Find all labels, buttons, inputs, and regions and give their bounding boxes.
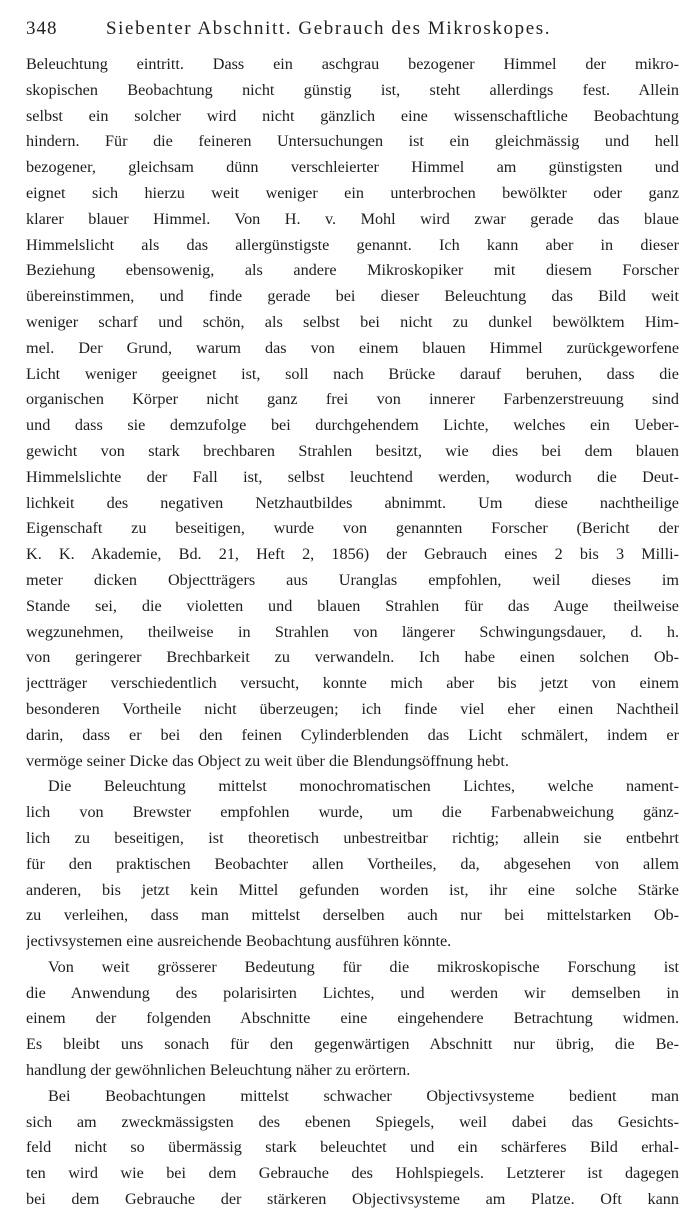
text-line: mel. Der Grund, warum das von einem blauen Himmel zurückgeworfene <box>26 338 679 357</box>
text-line: Beleuchtung eintritt. Dass ein aschgrau bezogener Himmel der mikro- <box>26 55 679 73</box>
text-line: hindern. Für die feineren Untersuchungen ist ein gleichmässig und hell <box>26 132 679 151</box>
text-line: wegzunehmen, theilweise in Strahlen von längerer Schwingungsdauer, d. h. <box>26 622 679 641</box>
text-line: jectträger verschiedentlich versucht, konnte mich aber bis jetzt von einem <box>26 674 679 693</box>
text-line: vermöge seiner Dicke das Object zu weit über die Blendungsöffnung hebt. <box>26 751 509 770</box>
text-line: zu verleihen, dass man mittelst derselben auch nur bei mittelstarken Ob- <box>26 906 679 925</box>
text-line: Stande sei, die violetten und blauen Strahlen für das Auge theilweise <box>26 596 679 615</box>
text-line: Von weit grösserer Bedeutung für die mikroskopische Forschung ist <box>48 957 679 976</box>
text-line: Eigenschaft zu beseitigen, wurde von genannten Forscher (Bericht der <box>26 519 679 538</box>
text-line: darin, dass er bei den feinen Cylinderblenden das Licht schmälert, indem er <box>26 725 679 744</box>
text-line: ten wird wie bei dem Gebrauche des Hohlspiegels. Letzterer ist dagegen <box>26 1164 679 1183</box>
text-line: bezogener, gleichsam dünn verschleierter Himmel am günstigsten und <box>26 158 679 177</box>
page-number: 348 <box>26 18 58 39</box>
text-line: Es bleibt uns sonach für den gegenwärtigen Abschnitt nur übrig, die Be- <box>26 1035 679 1054</box>
text-line: lich von Brewster empfohlen wurde, um die Farbenabweichung gänz- <box>26 803 679 822</box>
text-line: gewicht von stark brechbaren Strahlen besitzt, wie dies bei dem blauen <box>26 441 679 460</box>
text-line: die Anwendung des polarisirten Lichtes, und werden wir demselben in <box>26 983 679 1002</box>
text-line: skopischen Beobachtung nicht günstig ist, steht allerdings fest. Allein <box>26 80 679 99</box>
text-line: meter dicken Objectträgers aus Uranglas empfohlen, weil dieses im <box>26 570 679 589</box>
running-head: Siebenter Abschnitt. Gebrauch des Mikroskopes. <box>106 18 552 39</box>
text-line: organischen Körper nicht ganz frei von innerer Farbenzerstreuung sind <box>26 390 679 409</box>
text-line: einem der folgenden Abschnitte eine eingehendere Betrachtung widmen. <box>26 1009 679 1028</box>
text-line: und dass sie demzufolge bei durchgehendem Lichte, welches ein Ueber- <box>26 416 679 435</box>
text-line: Die Beleuchtung mittelst monochromatischen Lichtes, welche nament- <box>48 777 679 796</box>
text-line: weniger scharf und schön, als selbst bei nicht zu dunkel bewölktem Him- <box>26 312 679 331</box>
text-line: eignet sich hierzu weit weniger ein unterbrochen bewölkter oder ganz <box>26 183 679 202</box>
text-line: anderen, bis jetzt kein Mittel gefunden worden ist, ihr eine solche Stärke <box>26 880 679 899</box>
page-header <box>26 18 679 52</box>
text-line: Bei Beobachtungen mittelst schwacher Objectivsysteme bedient man <box>48 1086 679 1105</box>
text-line: bei dem Gebrauche der stärkeren Objectivsysteme am Platze. Oft kann <box>26 1190 679 1209</box>
text-line: handlung der gewöhnlichen Beleuchtung näher zu erörtern. <box>26 1061 411 1080</box>
text-line: K. K. Akademie, Bd. 21, Heft 2, 1856) der Gebrauch eines 2 bis 3 Milli- <box>26 545 679 564</box>
text-line: feld nicht so übermässig stark beleuchtet und ein schärferes Bild erhal- <box>26 1138 679 1157</box>
text-line: für den praktischen Beobachter allen Vortheiles, da, abgesehen von allem <box>26 854 679 873</box>
text-line: übereinstimmen, und finde gerade bei dieser Beleuchtung das Bild weit <box>26 287 679 306</box>
text-line: Beziehung ebensowenig, als andere Mikroskopiker mit diesem Forscher <box>26 261 679 280</box>
text-line: sich am zweckmässigsten des ebenen Spiegels, weil dabei das Gesichts- <box>26 1112 679 1131</box>
text-line: Himmelslichte der Fall ist, selbst leuchtend werden, wodurch die Deut- <box>26 467 679 486</box>
text-line: jectivsystemen eine ausreichende Beobachtung ausführen könnte. <box>26 932 452 951</box>
text-line: Himmelslicht als das allergünstigste genannt. Ich kann aber in dieser <box>26 235 679 254</box>
text-line: klarer blauer Himmel. Von H. v. Mohl wird zwar gerade das blaue <box>26 209 679 228</box>
text-line: lich zu beseitigen, ist theoretisch unbestreitbar richtig; allein sie entbehrt <box>26 828 679 847</box>
text-line: lichkeit des negativen Netzhautbildes abnimmt. Um diese nachtheilige <box>26 493 679 512</box>
text-line: von geringerer Brechbarkeit zu verwandeln. Ich habe einen solchen Ob- <box>26 648 679 667</box>
text-line: Licht weniger geeignet ist, soll nach Brücke darauf beruhen, dass die <box>26 364 679 383</box>
body-text <box>26 52 679 1213</box>
text-line: selbst ein solcher wird nicht gänzlich eine wissenschaftliche Beobachtung <box>26 106 679 125</box>
text-line: besonderen Vortheile nicht überzeugen; ich finde viel eher einen Nachtheil <box>26 699 679 718</box>
